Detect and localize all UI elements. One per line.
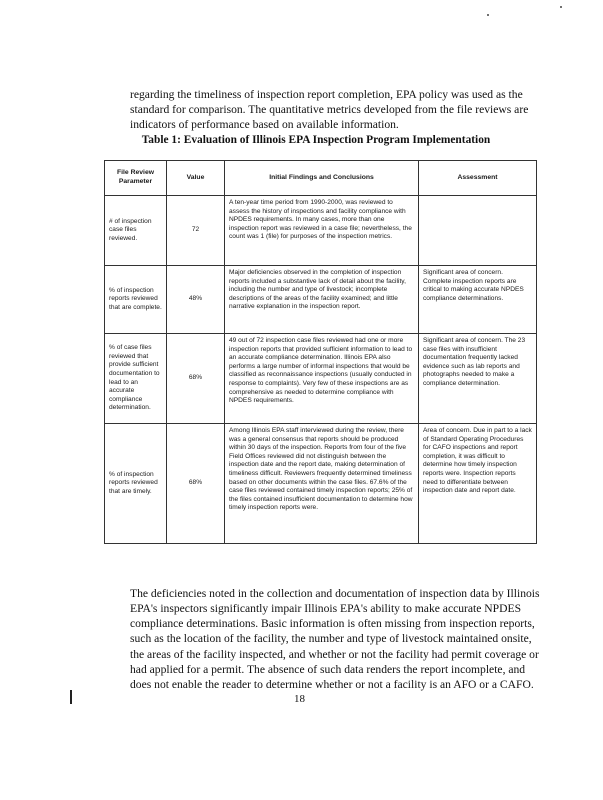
row-findings: A ten-year time period from 1990-2000, was reviewed to assess the history of inspections and facility compliance with NPDES requirements. In many cases, more than one inspection report was reviewed in a case file; nevertheless, the count was 1 (file) for purposes of the inspection metrics.	[225, 196, 419, 266]
row-value: 48%	[167, 266, 225, 334]
scan-speck	[487, 14, 489, 16]
scan-speck	[560, 6, 562, 8]
table-row	[105, 424, 537, 544]
row-value: 68%	[167, 424, 225, 544]
header-findings: Initial Findings and Conclusions	[225, 161, 419, 196]
table-row	[105, 334, 537, 424]
evaluation-table	[104, 160, 537, 544]
table-title: Table 1: Evaluation of Illinois EPA Inspection Program Implementation	[141, 134, 491, 146]
row-parameter: % of inspection reports reviewed that are timely.	[105, 424, 167, 544]
header-parameter: File Review Parameter	[105, 161, 167, 196]
conclusion-paragraph: The deficiencies noted in the collection and documentation of inspection data by Illinois EPA's inspectors significantly impair Illinois EPA's ability to make accurate NPDES compliance determinations. Basic information is often missing from inspection reports, such as the location of the facility, the number and type of livestock maintained onsite, the areas of the facility inspected, and whether or not the facility had permit coverage or had applied for a permit. The absence of such data renders the report incomplete, and does not enable the reader to determine whether or not a facility is an AFO or a CAFO.	[130, 586, 540, 692]
row-parameter: % of inspection reports reviewed that are complete.	[105, 266, 167, 334]
header-value: Value	[167, 161, 225, 196]
row-assessment	[419, 196, 537, 266]
row-assessment: Significant area of concern. The 23 case files with insufficient documentation frequently lacked evidence such as lab reports and photographs needed to make a compliance determination.	[419, 334, 537, 424]
margin-bar	[70, 690, 72, 704]
row-value: 68%	[167, 334, 225, 424]
page-number: 18	[294, 693, 305, 705]
row-assessment: Significant area of concern. Complete inspection reports are critical to making accurate NPDES compliance determinations.	[419, 266, 537, 334]
header-assessment: Assessment	[419, 161, 537, 196]
intro-paragraph: regarding the timeliness of inspection report completion, EPA policy was used as the standard for comparison. The quantitative metrics developed from the file reviews are indicators of performance based on available information.	[130, 87, 529, 131]
row-assessment: Area of concern. Due in part to a lack of Standard Operating Procedures for CAFO inspections and report completion, it was difficult to determine how timely inspection reports were. Inspection reports need to differentiate between inspection date and report date.	[419, 424, 537, 544]
row-findings: 49 out of 72 inspection case files reviewed had one or more inspection reports that provided sufficient information to lead to an accurate compliance determination. Illinois EPA also performs a large number of informal inspections that would be classified as reconnaissance inspections (usually conducted in response to complaints). Very few of these inspections are as comprehensive as needed to determine compliance with NPDES requirements.	[225, 334, 419, 424]
table-row	[105, 266, 537, 334]
row-parameter: % of case files reviewed that provide sufficient documentation to lead to an accurate compliance determination.	[105, 334, 167, 424]
row-parameter: # of inspection case files reviewed.	[105, 196, 167, 266]
row-findings: Major deficiencies observed in the completion of inspection reports included a substantive lack of detail about the facility, including the number and type of livestock; incomplete descriptions of the areas of the facility examined; and little narrative explanation in the inspection report.	[225, 266, 419, 334]
row-value: 72	[167, 196, 225, 266]
table-header-row	[105, 161, 537, 196]
row-findings: Among Illinois EPA staff interviewed during the review, there was a general consensus that reports should be produced within 30 days of the inspection. Reports from four of the five Field Offices reviewed did not distinguish between the inspection date and the report date, making determination of timeliness difficult. Reviewers frequently determined timeliness based on other documents within the case files. 67.6% of the case files reviewed contained timely inspection reports; 25% of the files contained insufficient documentation to determine how timely inspection reports were.	[225, 424, 419, 544]
table-row	[105, 196, 537, 266]
